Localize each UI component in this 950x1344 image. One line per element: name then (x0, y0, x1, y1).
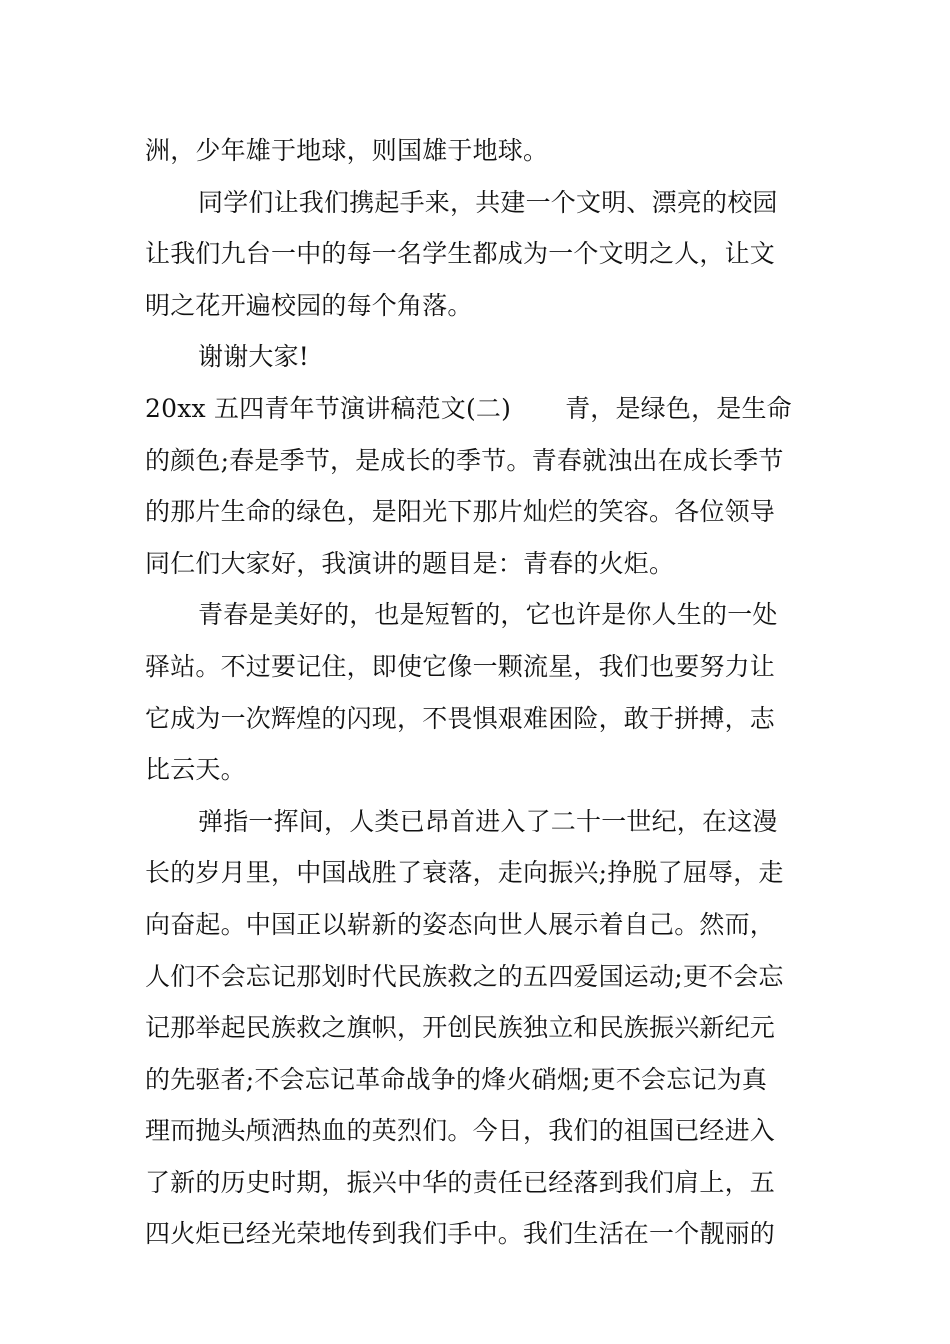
text-line: 同学们让我们携起手来，共建一个文明、漂亮的校园 (198, 187, 778, 217)
text-line: 弹指一挥间，人类已昂首进入了二十一世纪，在这漫 (198, 806, 778, 836)
text-line: 比云天。 (145, 755, 246, 785)
text-line: 它成为一次辉煌的闪现，不畏惧艰难困险，敢于拼搏，志 (145, 703, 776, 733)
text-line: 青，是绿色，是生命 (565, 393, 792, 423)
text-line: 了新的历史时期，振兴中华的责任已经落到我们肩上，五 (145, 1167, 776, 1197)
text-line: 的先驱者;不会忘记革命战争的烽火硝烟;更不会忘记为真 (145, 1064, 768, 1094)
text-line: 明之花开遍校园的每个角落。 (145, 290, 473, 320)
text-line: 的颜色;春是季节，是成长的季节。青春就浊出在成长季节 (145, 445, 784, 475)
text-line: 驿站。不过要记住，即使它像一颗流星，我们也要努力让 (145, 651, 776, 681)
text-line: 向奋起。中国正以崭新的姿态向世人展示着自己。然而， (145, 909, 776, 939)
section-title: 20xx 五四青年节演讲稿范文(二) (145, 393, 512, 423)
text-line: 洲，少年雄于地球，则国雄于地球。 (145, 136, 549, 165)
text-line: 同仁们大家好，我演讲的题目是：青春的火炬。 (145, 548, 675, 578)
closing-line: 谢谢大家! (198, 342, 310, 372)
text-line: 理而抛头颅洒热血的英烈们。今日，我们的祖国已经进入 (145, 1116, 776, 1146)
text-line: 让我们九台一中的每一名学生都成为一个文明之人，让文 (145, 239, 776, 269)
section-heading-line (145, 383, 810, 435)
text-line: 人们不会忘记那划时代民族救之的五四爱国运动;更不会忘 (145, 961, 784, 991)
text-line: 四火炬已经光荣地传到我们手中。我们生活在一个靓丽的 (145, 1219, 776, 1249)
document-body (145, 125, 810, 1260)
text-line: 记那举起民族救之旗帜，开创民族独立和民族振兴新纪元 (145, 1013, 776, 1043)
text-line: 长的岁月里，中国战胜了衰落，走向振兴;挣脱了屈辱，走 (145, 858, 784, 888)
text-line: 的那片生命的绿色，是阳光下那片灿烂的笑容。各位领导 (145, 497, 776, 527)
text-line: 青春是美好的，也是短暂的，它也许是你人生的一处 (198, 600, 778, 630)
